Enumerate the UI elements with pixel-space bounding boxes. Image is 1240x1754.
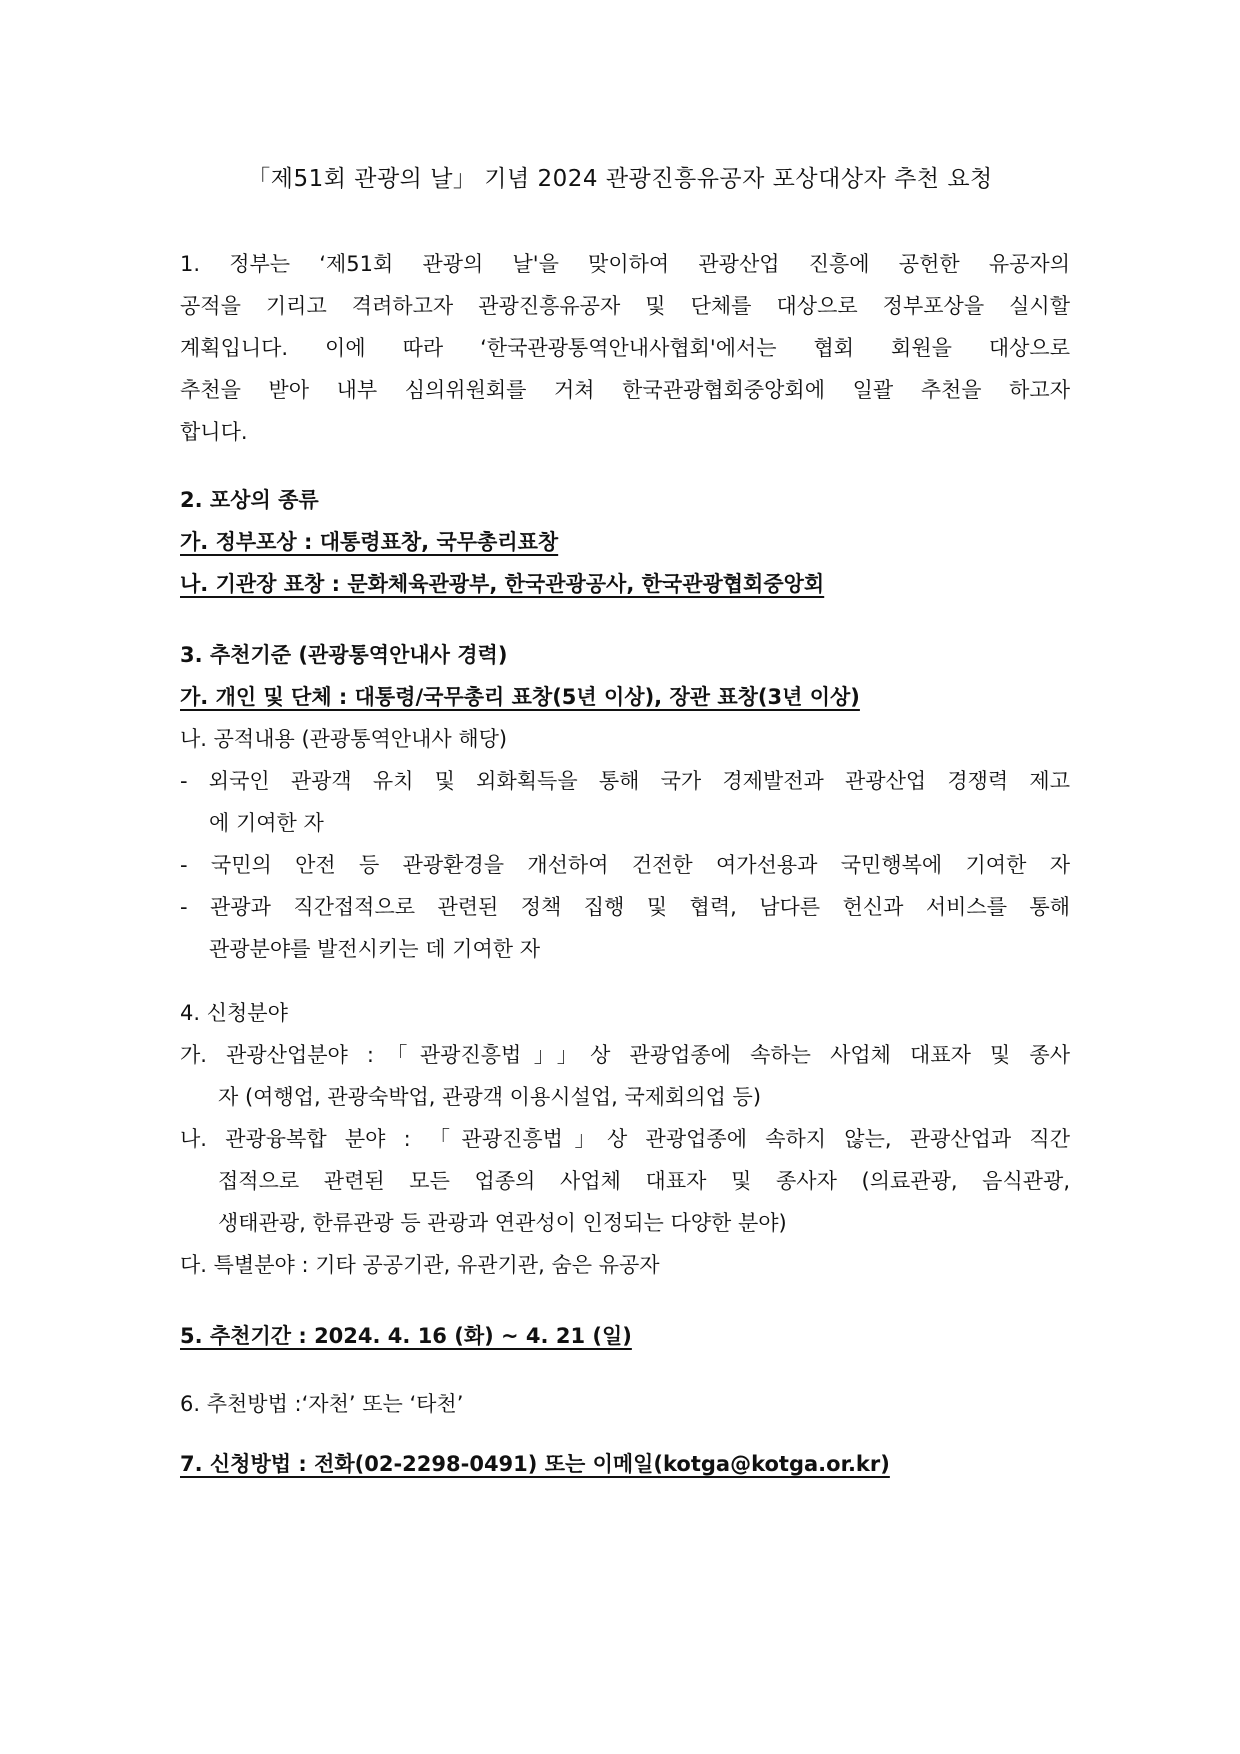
section-5 bbox=[180, 1315, 1070, 1357]
paragraph-line: 1. 정부는 ‘제51회 관광의 날'을 맞이하여 관광산업 진흥에 공헌한 유공자의 bbox=[180, 252, 1070, 276]
paragraph-line: 합니다. bbox=[180, 420, 248, 444]
section-3-bullet-3: - 관광과 직간접적으로 관련된 정책 집행 및 협력, 남다른 헌신과 서비스를 통해 bbox=[180, 895, 1070, 919]
section-5-period bbox=[180, 1315, 1070, 1357]
section-3-bullet-1-cont: 에 기여한 자 bbox=[209, 811, 324, 835]
section-2 bbox=[180, 479, 1070, 605]
section-3-item-ga-text: 가. 개인 및 단체 : 대통령/국무총리 표창(5년 이상), 장관 표창(3년 이상) bbox=[180, 685, 860, 709]
section-4-item-da: 다. 특별분야 : 기타 공공기관, 유관기관, 숨은 유공자 bbox=[180, 1253, 660, 1277]
paragraph-line: 추천을 받아 내부 심의위원회를 거쳐 한국관광협회중앙회에 일괄 추천을 하고자 bbox=[180, 378, 1070, 402]
section-4-item-na: 나. 관광융복합 분야 : 「관광진흥법」상 관광업종에 속하지 않는, 관광산업과 직간 bbox=[180, 1127, 1070, 1151]
section-3-bullet-2: - 국민의 안전 등 관광환경을 개선하여 건전한 여가선용과 국민행복에 기여한 자 bbox=[180, 853, 1070, 877]
section-4-heading: 4. 신청분야 bbox=[180, 1001, 288, 1025]
section-7-apply-text: 7. 신청방법 : 전화(02-2298-0491) 또는 이메일(kotga@kotga.or.kr) bbox=[180, 1452, 890, 1476]
paragraph-line: 공적을 기리고 격려하고자 관광진흥유공자 및 단체를 대상으로 정부포상을 실시할 bbox=[180, 294, 1070, 318]
paragraph-line: 계획입니다. 이에 따라 ‘한국관광통역안내사협회'에서는 협회 회원을 대상으로 bbox=[180, 336, 1070, 360]
section-2-item-ga-text: 가. 정부포상 : 대통령표창, 국무총리표창 bbox=[180, 530, 559, 554]
section-3-bullet-3-cont: 관광분야를 발전시키는 데 기여한 자 bbox=[209, 937, 540, 961]
section-3-heading: 3. 추천기준 (관광통역안내사 경력) bbox=[180, 643, 508, 667]
section-6-method: 6. 추천방법 :‘자천’ 또는 ‘타천’ bbox=[180, 1392, 464, 1416]
section-3-item-ga bbox=[180, 676, 1070, 718]
section-4-item-ga-cont: 자 (여행업, 관광숙박업, 관광객 이용시설업, 국제회의업 등) bbox=[218, 1085, 762, 1109]
section-5-period-text: 5. 추천기간 : 2024. 4. 16 (화) ~ 4. 21 (일) bbox=[180, 1324, 632, 1348]
section-4-item-ga: 가. 관광산업분야 :「관광진흥법」」상 관광업종에 속하는 사업체 대표자 및 종사 bbox=[180, 1043, 1070, 1067]
section-2-item-ga bbox=[180, 521, 1070, 563]
section-2-item-na-text: 나. 기관장 표창 : 문화체육관광부, 한국관광공사, 한국관광협회중앙회 bbox=[180, 572, 825, 596]
section-2-heading: 2. 포상의 종류 bbox=[180, 488, 319, 512]
section-4 bbox=[180, 992, 1070, 1286]
section-4-item-na-cont-2: 생태관광, 한류관광 등 관광과 연관성이 인정되는 다양한 분야) bbox=[218, 1211, 787, 1235]
section-7 bbox=[180, 1443, 1070, 1485]
document-title: 「제51회 관광의 날」 기념 2024 관광진흥유공자 포상대상자 추천 요청 bbox=[247, 166, 993, 192]
section-6 bbox=[180, 1383, 1070, 1425]
section-7-apply bbox=[180, 1443, 1070, 1485]
section-2-item-na bbox=[180, 563, 1070, 605]
section-4-item-na-cont-1: 접적으로 관련된 모든 업종의 사업체 대표자 및 종사자 (의료관광, 음식관광, bbox=[218, 1169, 1070, 1193]
section-3-item-na: 나. 공적내용 (관광통역안내사 해당) bbox=[180, 727, 508, 751]
section-3-bullet-1: - 외국인 관광객 유치 및 외화획득을 통해 국가 경제발전과 관광산업 경쟁력 제고 bbox=[180, 769, 1070, 793]
section-1-paragraph bbox=[180, 243, 1070, 453]
section-3 bbox=[180, 634, 1070, 970]
